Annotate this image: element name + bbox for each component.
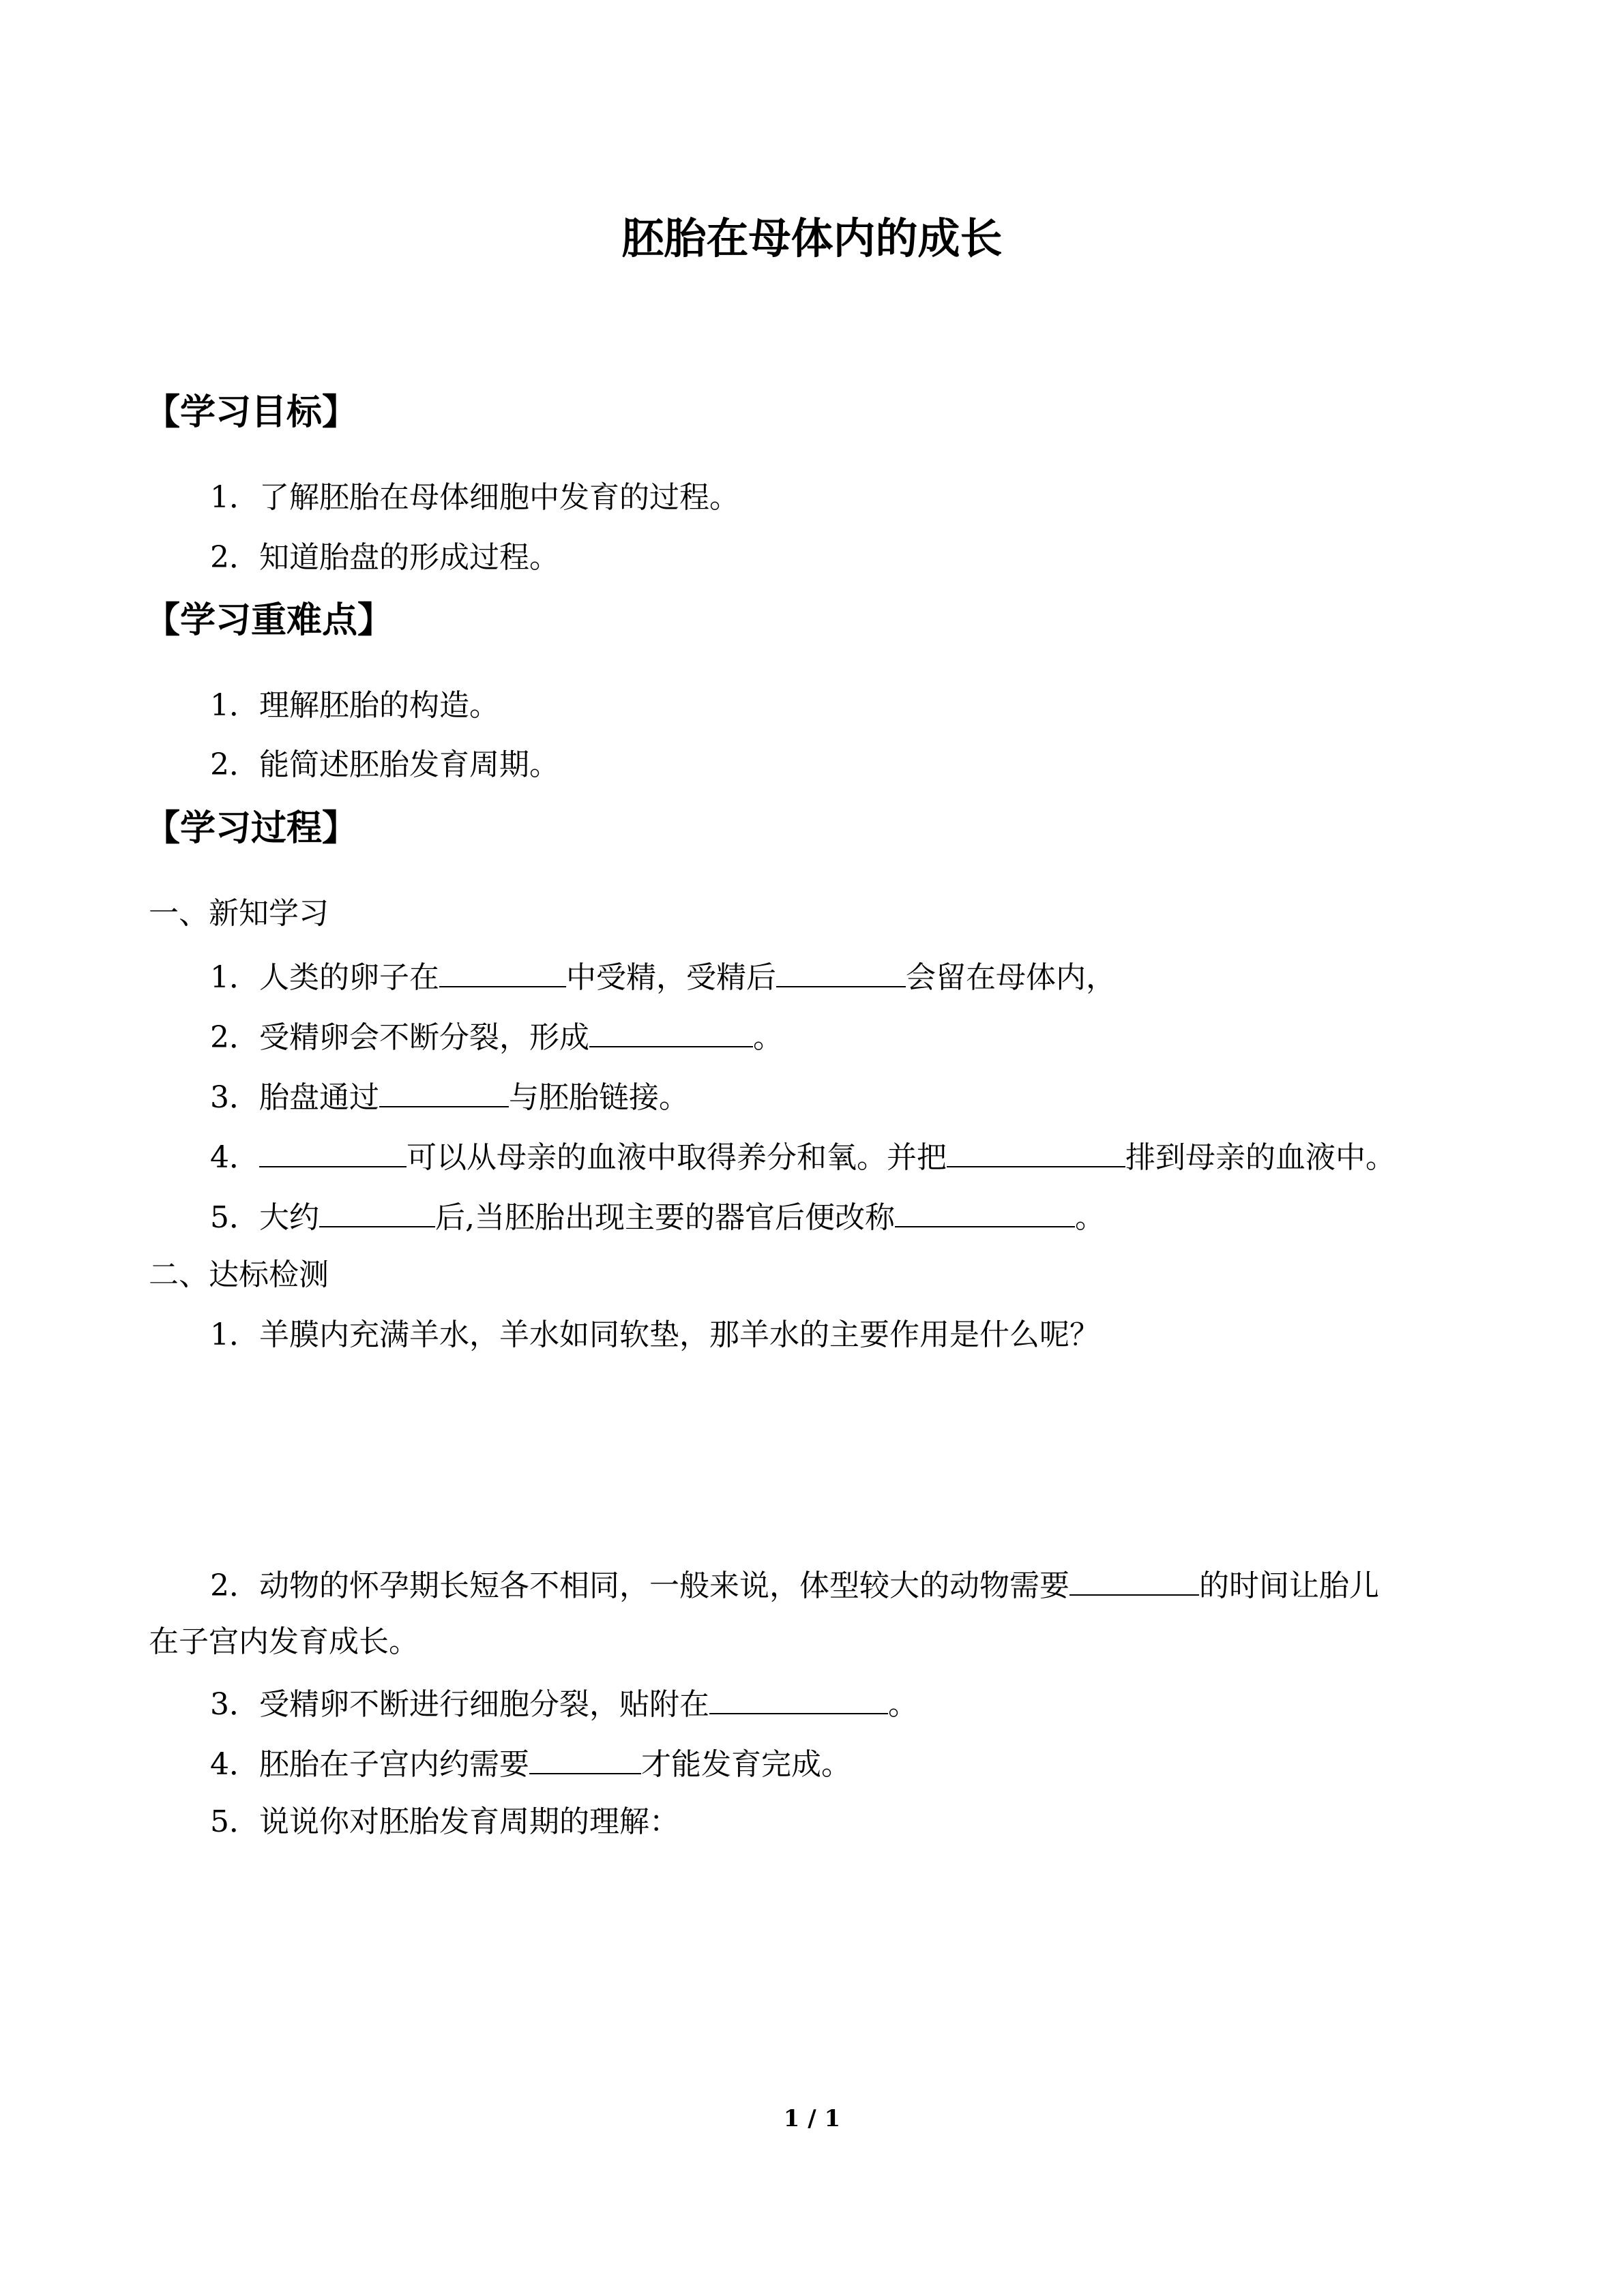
part1-question-1 — [210, 955, 1116, 998]
answer-blank[interactable] — [709, 1682, 888, 1714]
part2-heading: 二、达标检测 — [149, 1257, 329, 1292]
question-text: 2．动物的怀孕期长短各不相同，一般来说，体型较大的动物需要 — [210, 1568, 1069, 1603]
question-text: 中受精，受精后 — [566, 960, 776, 995]
part2-question-1: 1．羊膜内充满羊水，羊水如同软垫，那羊水的主要作用是什么呢？ — [210, 1317, 1099, 1352]
page-title: 胚胎在母体内的成长 — [621, 213, 1003, 263]
answer-blank[interactable] — [947, 1135, 1125, 1167]
part2-question-2-continued: 在子宫内发育成长。 — [149, 1624, 419, 1659]
part1-question-3 — [210, 1075, 689, 1118]
part2-question-3 — [210, 1682, 918, 1725]
question-text: 2．受精卵会不断分裂，形成 — [210, 1020, 589, 1055]
part1-question-4 — [210, 1135, 1396, 1178]
question-text: 才能发育完成。 — [641, 1747, 851, 1782]
part1-question-2 — [210, 1015, 783, 1058]
answer-blank[interactable] — [439, 955, 566, 987]
question-text: 4． — [210, 1140, 259, 1175]
part1-heading: 一、新知学习 — [149, 896, 329, 931]
goal-item-2: 2．知道胎盘的形成过程。 — [210, 540, 559, 575]
question-text: 。 — [888, 1687, 918, 1722]
question-text: 排到母亲的血液中。 — [1125, 1140, 1396, 1175]
part1-question-5 — [210, 1195, 1105, 1238]
answer-blank[interactable] — [259, 1135, 407, 1167]
question-text: 5．大约 — [210, 1200, 319, 1235]
section-heading-key-points: 【学习重难点】 — [145, 600, 394, 641]
question-text: 。 — [753, 1020, 783, 1055]
answer-blank[interactable] — [1069, 1563, 1199, 1596]
question-text: 3．受精卵不断进行细胞分裂，贴附在 — [210, 1687, 709, 1722]
answer-blank[interactable] — [529, 1742, 641, 1774]
answer-blank[interactable] — [589, 1015, 753, 1047]
answer-blank[interactable] — [319, 1195, 435, 1227]
section-heading-process: 【学习过程】 — [145, 808, 358, 849]
part2-question-2 — [210, 1563, 1379, 1607]
goal-item-1: 1．了解胚胎在母体细胞中发育的过程。 — [210, 480, 739, 515]
question-text: 会留在母体内， — [906, 960, 1116, 995]
answer-blank[interactable] — [895, 1195, 1075, 1227]
answer-blank[interactable] — [776, 955, 906, 987]
key-point-item-1: 1．理解胚胎的构造。 — [210, 688, 499, 723]
page-number: 1 / 1 — [783, 2105, 841, 2132]
question-text: 可以从母亲的血液中取得养分和氧。并把 — [407, 1140, 947, 1175]
question-text: 与胚胎链接。 — [509, 1080, 689, 1115]
question-text: 3．胎盘通过 — [210, 1080, 379, 1115]
section-heading-goals: 【学习目标】 — [145, 392, 358, 433]
key-point-item-2: 2．能简述胚胎发育周期。 — [210, 747, 559, 782]
question-text: 的时间让胎儿 — [1199, 1568, 1379, 1603]
question-text: 1．人类的卵子在 — [210, 960, 439, 995]
question-text: 后,当胚胎出现主要的器官后便改称 — [435, 1200, 895, 1235]
question-text: 4．胚胎在子宫内约需要 — [210, 1747, 529, 1782]
part2-question-5: 5．说说你对胚胎发育周期的理解： — [210, 1804, 679, 1839]
question-text: 。 — [1075, 1200, 1105, 1235]
answer-blank[interactable] — [379, 1075, 509, 1107]
part2-question-4 — [210, 1742, 851, 1785]
